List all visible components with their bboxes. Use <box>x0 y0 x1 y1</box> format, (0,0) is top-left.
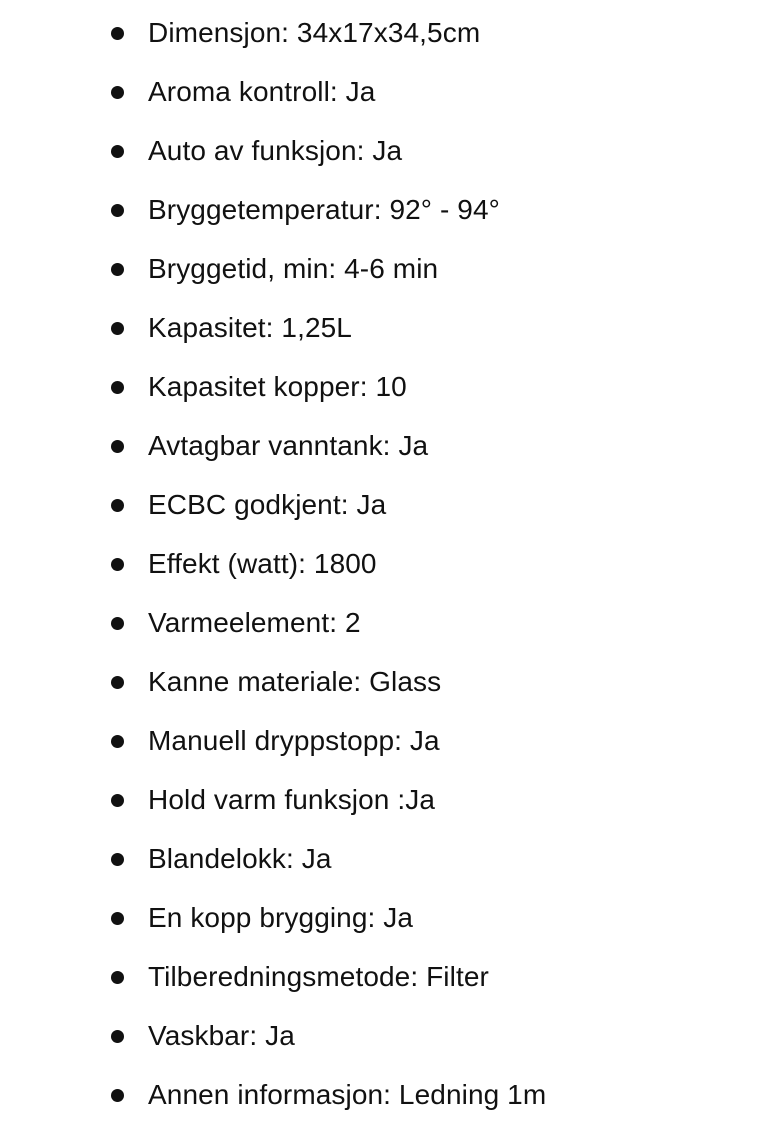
spec-item-annen-informasjon <box>0 1065 772 1124</box>
bullet-icon <box>111 27 124 40</box>
spec-item-varmeelement <box>0 593 772 652</box>
spec-text: Kapasitet: 1,25L <box>148 311 352 343</box>
spec-item-tilberedningsmetode <box>0 947 772 1006</box>
bullet-icon <box>111 204 124 217</box>
spec-text: Varmeelement: 2 <box>148 606 361 638</box>
spec-text: Bryggetemperatur: 92° - 94° <box>148 193 500 225</box>
bullet-icon <box>111 145 124 158</box>
bullet-icon <box>111 853 124 866</box>
spec-text: ECBC godkjent: Ja <box>148 488 387 520</box>
spec-text: Dimensjon: 34x17x34,5cm <box>148 16 481 48</box>
spec-text: Hold varm funksjon :Ja <box>148 783 435 815</box>
bullet-icon <box>111 912 124 925</box>
bullet-icon <box>111 676 124 689</box>
spec-text: Tilberedningsmetode: Filter <box>148 960 489 992</box>
spec-item-bryggetemperatur <box>0 180 772 239</box>
bullet-icon <box>111 617 124 630</box>
bullet-icon <box>111 558 124 571</box>
spec-item-ecbc-godkjent <box>0 475 772 534</box>
bullet-icon <box>111 263 124 276</box>
spec-item-kanne-materiale <box>0 652 772 711</box>
bullet-icon <box>111 1089 124 1102</box>
spec-item-auto-av <box>0 121 772 180</box>
bullet-icon <box>111 499 124 512</box>
spec-item-bryggetid <box>0 239 772 298</box>
bullet-icon <box>111 735 124 748</box>
spec-item-manuell-dryppstopp <box>0 711 772 770</box>
spec-item-effekt <box>0 534 772 593</box>
spec-text: Auto av funksjon: Ja <box>148 134 403 166</box>
spec-item-en-kopp-brygging <box>0 888 772 947</box>
spec-text: Manuell dryppstopp: Ja <box>148 724 440 756</box>
spec-item-aroma-kontroll <box>0 62 772 121</box>
spec-text: En kopp brygging: Ja <box>148 901 414 933</box>
spec-item-vaskbar <box>0 1006 772 1065</box>
bullet-icon <box>111 971 124 984</box>
spec-text: Effekt (watt): 1800 <box>148 547 377 579</box>
bullet-icon <box>111 1030 124 1043</box>
spec-text: Aroma kontroll: Ja <box>148 75 376 107</box>
spec-item-hold-varm <box>0 770 772 829</box>
spec-text: Bryggetid, min: 4-6 min <box>148 252 439 284</box>
bullet-icon <box>111 322 124 335</box>
bullet-icon <box>111 440 124 453</box>
spec-item-avtagbar-vanntank <box>0 416 772 475</box>
spec-item-blandelokk <box>0 829 772 888</box>
spec-text: Kapasitet kopper: 10 <box>148 370 407 402</box>
spec-item-dimensjon <box>0 3 772 62</box>
bullet-icon <box>111 381 124 394</box>
spec-text: Annen informasjon: Ledning 1m <box>148 1078 547 1110</box>
bullet-icon <box>111 794 124 807</box>
spec-list <box>0 3 772 1124</box>
spec-text: Blandelokk: Ja <box>148 842 332 874</box>
bullet-icon <box>111 86 124 99</box>
spec-item-kapasitet <box>0 298 772 357</box>
spec-text: Vaskbar: Ja <box>148 1019 295 1051</box>
spec-text: Avtagbar vanntank: Ja <box>148 429 429 461</box>
spec-text: Kanne materiale: Glass <box>148 665 442 697</box>
spec-item-kapasitet-kopper <box>0 357 772 416</box>
